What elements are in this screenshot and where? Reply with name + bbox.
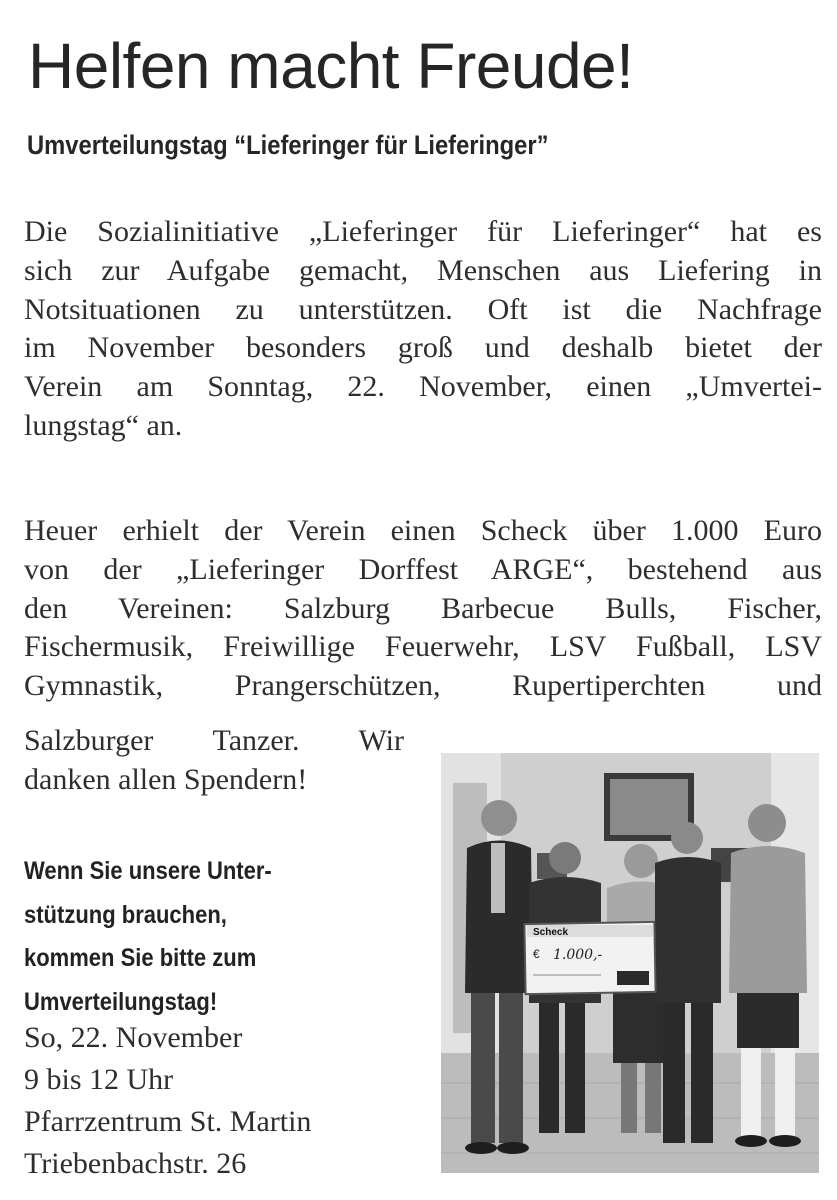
event-details [24, 1017, 311, 1185]
text-line: Die Sozialinitiative „Lieferinger für Lieferinger“ hat es [24, 215, 822, 248]
text-line: sich zur Aufgabe gemacht, Menschen aus Liefering in [24, 253, 822, 287]
group-photo [441, 753, 819, 1173]
text-line: lungstag“ an. [24, 408, 183, 442]
event-date: So, 22. November [24, 1021, 243, 1054]
callout-line: kommen Sie bitte zum [24, 944, 257, 972]
cheque-title: Scheck [533, 927, 569, 938]
subheadline: Umverteilungstag “Lieferinger für Lieferinger” [27, 130, 549, 160]
cheque [524, 922, 655, 994]
callout-line: Wenn Sie unsere Unter- [24, 857, 272, 885]
text-line: Heuer erhielt der Verein einen Scheck über 1.000 Euro [24, 514, 822, 547]
cheque-currency: € [533, 947, 540, 961]
text-line: Notsituationen zu unterstützen. Oft ist die Nachfrage [24, 292, 822, 326]
text-line: Verein am Sonntag, 22. November, einen „Umvertei- [24, 370, 822, 404]
paragraph-donation-end [24, 722, 404, 800]
cheque-amount: 1.000,- [553, 947, 603, 963]
text-line: Salzburger Tanzer. Wir [24, 724, 404, 757]
paragraph-donation [24, 512, 822, 706]
event-venue: Pfarrzentrum St. Martin [24, 1105, 312, 1138]
paragraph-intro [24, 213, 822, 446]
headline: Helfen macht Freude! [28, 30, 634, 102]
event-address: Triebenbachstr. 26 [24, 1147, 247, 1180]
text-line: danken allen Spendern! [24, 762, 308, 796]
text-line: den Vereinen: Salzburg Barbecue Bulls, Fischer, [24, 591, 822, 625]
event-time: 9 bis 12 Uhr [24, 1063, 174, 1096]
callout-line: stützung brauchen, [24, 900, 227, 929]
group-photo-illustration [441, 753, 819, 1173]
text-line: von der „Lieferinger Dorffest ARGE“, bestehend aus [24, 552, 822, 586]
text-line: im November besonders groß und deshalb bietet der [24, 331, 822, 365]
callout-line: Umverteilungstag! [24, 987, 218, 1016]
text-line: Fischermusik, Freiwillige Feuerwehr, LSV Fußball, LSV [24, 630, 822, 664]
text-line: Gymnastik, Prangerschützen, Rupertiperchten und [24, 669, 822, 703]
callout [24, 850, 306, 1024]
